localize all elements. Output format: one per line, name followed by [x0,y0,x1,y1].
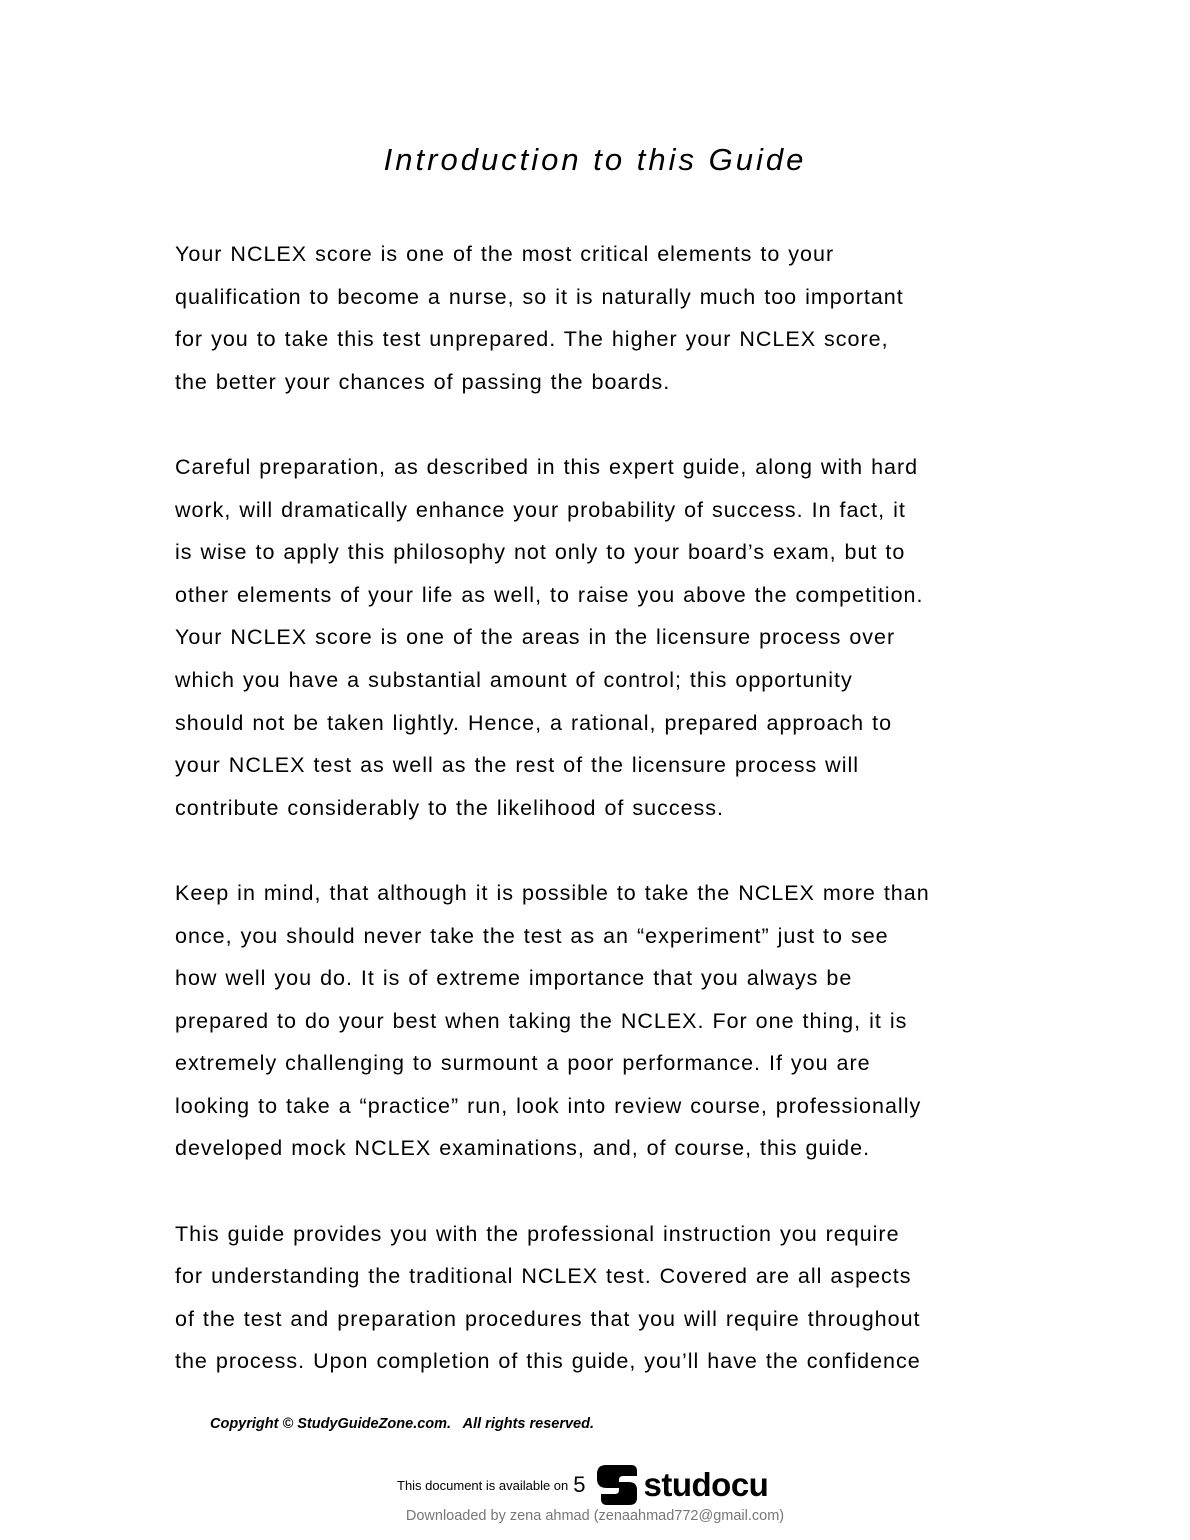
page-number: 5 [573,1472,586,1497]
body-text [175,233,1035,1426]
text-line: of the test and preparation procedures that you will require throughout [175,1306,921,1331]
text-line: contribute considerably to the likelihood of success. [175,795,724,820]
text-line: Your NCLEX score is one of the most critical elements to your [175,242,835,266]
text-line: the process. Upon completion of this guide, you’ll have the confidence [175,1349,921,1374]
text-line: which you have a substantial amount of control; this opportunity [175,667,853,692]
text-line: Careful preparation, as described in this expert guide, along with hard [175,454,919,479]
paragraph-2 [175,446,1035,829]
copyright-notice: Copyright © StudyGuideZone.com. All rights reserved. [210,1416,594,1432]
paragraph-4 [175,1213,1035,1383]
studocu-wordmark: studocu [643,1466,769,1503]
text-line: work, will dramatically enhance your probability of success. In fact, it [175,497,906,522]
text-line: Keep in mind, that although it is possible to take the NCLEX more than [175,880,930,905]
studocu-logo-icon [593,1462,641,1508]
text-line: other elements of your life as well, to raise you above the competition. [175,582,924,607]
text-line: prepared to do your best when taking the NCLEX. For one thing, it is [175,1008,908,1033]
text-line: should not be taken lightly. Hence, a rational, prepared approach to [175,710,893,735]
page-title: Introduction to this Guide [383,142,807,177]
studocu-banner[interactable] [397,1462,768,1508]
text-line: is wise to apply this philosophy not only to your board’s exam, but to [175,540,906,565]
download-note: Downloaded by zena ahmad (zenaahmad772@gmail.com) [405,1508,785,1524]
text-line: extremely challenging to surmount a poor performance. If you are [175,1051,871,1076]
text-line: qualification to become a nurse, so it is naturally much too important [175,284,904,309]
paragraph-3 [175,872,1035,1170]
text-line: looking to take a “practice” run, look into review course, professionally [175,1093,922,1118]
text-line: the better your chances of passing the boards. [175,369,671,394]
text-line: for understanding the traditional NCLEX test. Covered are all aspects [175,1264,912,1289]
text-line: how well you do. It is of extreme importance that you always be [175,966,853,991]
text-line: for you to take this test unprepared. The higher your NCLEX score, [175,327,889,352]
text-line: Your NCLEX score is one of the areas in the licensure process over [175,625,896,650]
paragraph-1 [175,233,1035,403]
text-line: developed mock NCLEX examinations, and, of course, this guide. [175,1136,871,1161]
availability-text: This document is available on [397,1477,569,1493]
text-line: once, you should never take the test as an “experiment” just to see [175,923,889,948]
text-line: your NCLEX test as well as the rest of the licensure process will [175,753,860,778]
text-line: This guide provides you with the professional instruction you require [175,1221,900,1246]
